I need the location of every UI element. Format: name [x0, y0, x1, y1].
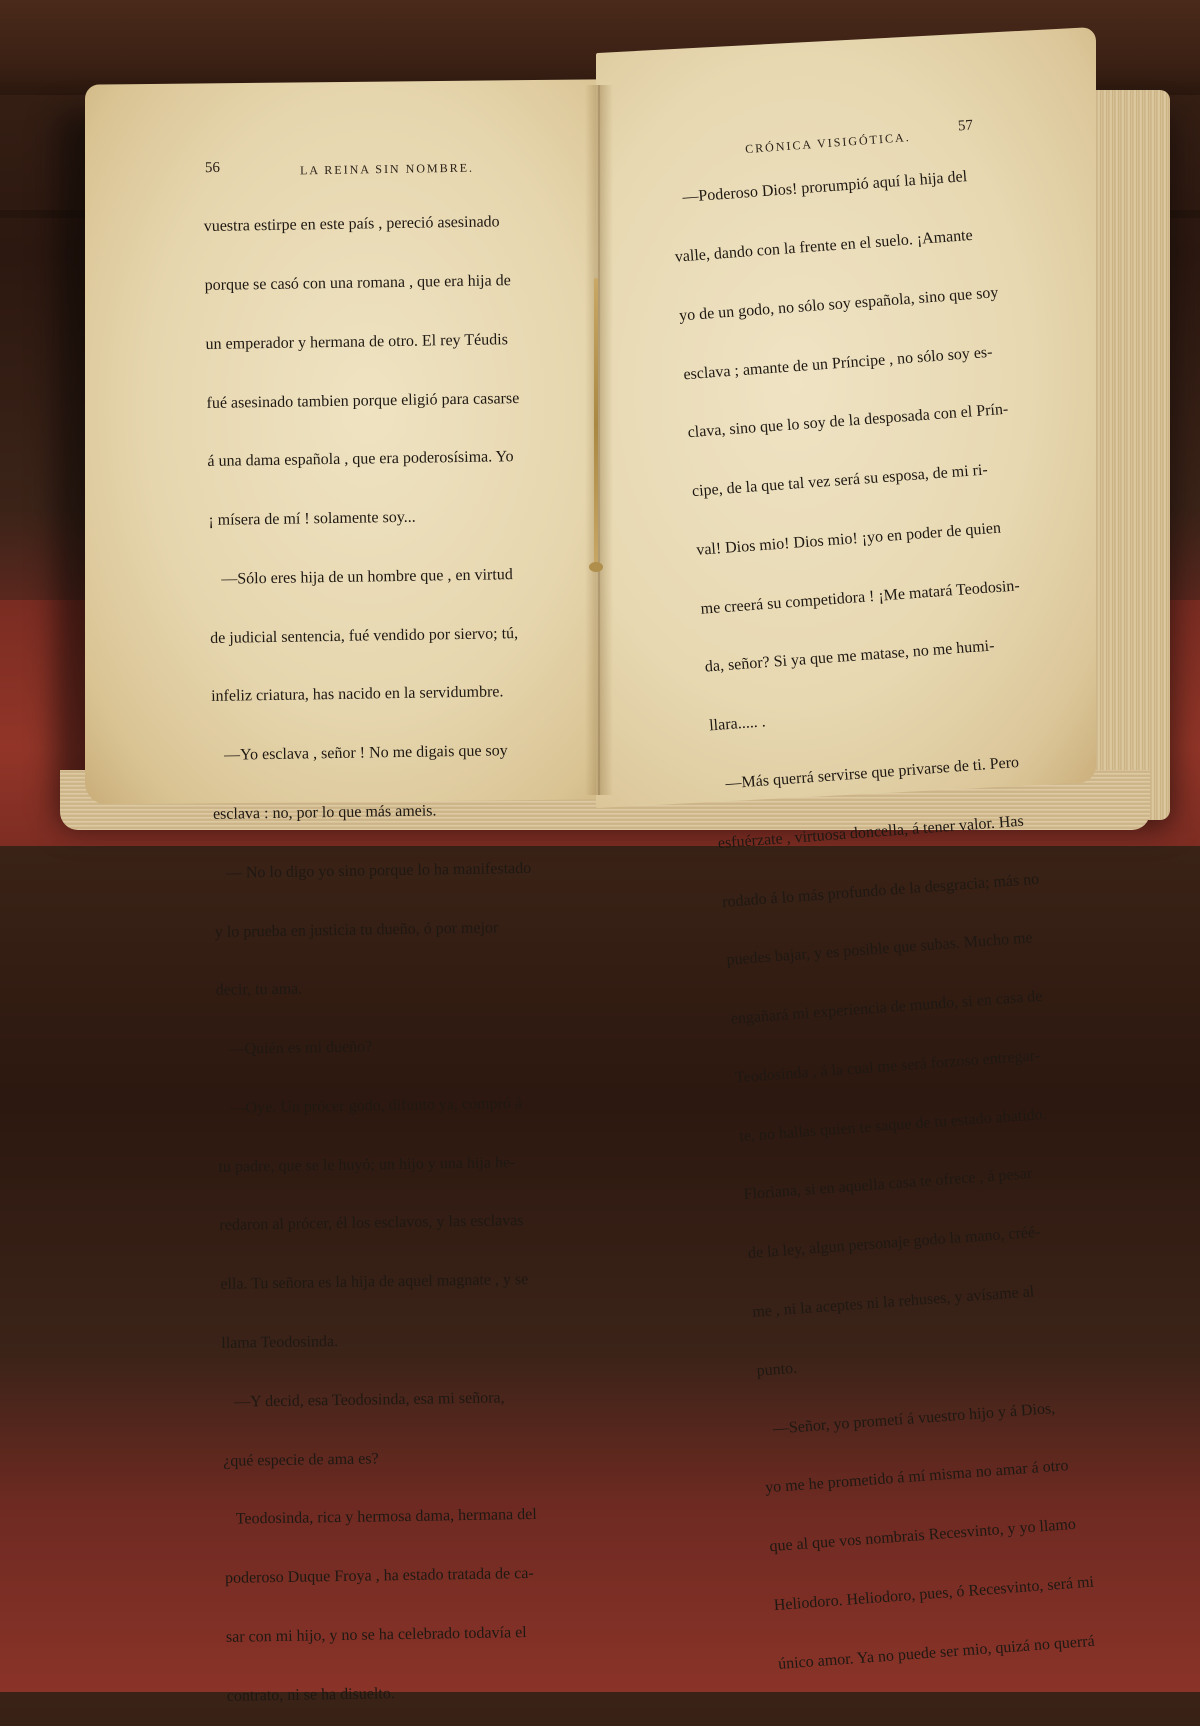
right-running-head: CRÓNICA VISIGÓTICA.	[744, 129, 912, 157]
right-page-number: 57	[957, 117, 974, 135]
text-line: llama Teodosinda.	[221, 1333, 339, 1352]
text-line: Teodosinda, rica y hermosa dama, hermana del	[223, 1506, 537, 1529]
text-line: yo me he prometido á mí misma no amar á otro	[764, 1457, 1070, 1497]
text-line: —Oye. Un prócer godo, difunto ya, compró á	[217, 1095, 523, 1117]
text-line: engañará mi experiencia de mundo, si en casa de	[730, 987, 1043, 1028]
text-line: esclava ; amante de un Príncipe , no sólo soy es-	[682, 343, 993, 383]
text-line: —Señor, yo prometí á vuestro hijo y á Dios,	[760, 1399, 1056, 1439]
text-line: único amor. Ya no puede ser mio, quizá no querrá	[777, 1632, 1096, 1673]
text-line: porque se casó con una romana , que era hija de	[204, 272, 511, 294]
text-line: esclava : no, por lo que más ameis.	[212, 802, 437, 823]
text-line: punto.	[756, 1359, 798, 1380]
text-line: yo de un godo, no sólo soy española, sino que soy	[678, 283, 999, 325]
text-line: sar con mi hijo, y no se ha celebrado todavía el	[225, 1624, 527, 1646]
book-gutter	[585, 85, 613, 795]
text-line: puedes bajar, y es posible que subas. Mucho me	[725, 929, 1034, 970]
text-line: —Más querrá servirse que privarse de ti. Pero	[712, 753, 1020, 794]
left-page-text	[203, 173, 545, 1726]
text-line: ¡ mísera de mí ! solamente soy...	[208, 508, 416, 530]
text-line: decir, tu ama.	[215, 980, 303, 1000]
text-line: vuestra estirpe en este país , pereció asesinado	[203, 213, 500, 236]
text-line: —Y decid, esa Teodosinda, esa mi señora,	[222, 1389, 505, 1411]
text-line: Floriana, si en aquella casa te ofrece , á pesar	[743, 1165, 1033, 1204]
text-line: de judicial sentencia, fué vendido por siervo; tú,	[210, 624, 519, 647]
text-line: que al que vos nombrais Recesvinto, y yo llamo	[768, 1515, 1077, 1556]
text-line: te, no hallas quien te saque de tu estado abatido.	[738, 1105, 1048, 1146]
text-line: cipe, de la que tal vez será su esposa, de mi ri-	[691, 461, 989, 501]
text-line: —Yo esclava , señor ! No me digais que soy	[211, 742, 508, 765]
text-line: me creerá su competidora ! ¡Me matará Teodosin-	[700, 577, 1021, 618]
text-line: me , ni la aceptes ni la rehuses, y avísame al	[751, 1283, 1035, 1321]
text-line: —Sólo eres hija de un hombre que , en virtud	[209, 566, 513, 588]
text-line: da, señor? Si ya que me matase, no me humi-	[704, 637, 995, 677]
text-line: llara..... .	[708, 713, 767, 735]
text-line: ¿qué especie de ama es?	[223, 1449, 379, 1470]
text-line: Heliodoro. Heliodoro, pues, ó Recesvinto, será mi	[773, 1573, 1095, 1614]
left-running-head: LA REINA SIN NOMBRE.	[299, 160, 475, 178]
binding-thread-knot	[589, 562, 603, 572]
binding-thread	[594, 278, 598, 570]
text-line: poderoso Duque Froya , ha estado tratada de ca-	[224, 1565, 534, 1587]
text-line: — No lo digo yo sino porque lo ha manifestado	[213, 859, 532, 882]
text-line: esfuérzate , virtuosa doncella, á tener valor. Has	[717, 812, 1025, 852]
text-line: de la ley, algun personaje godo la mano, créé-	[747, 1223, 1041, 1263]
text-line: clava, sino que lo soy de la desposada con el Prín-	[687, 401, 1009, 442]
text-line: rodado á lo más profundo de la desgracia; más no	[721, 870, 1040, 911]
text-line: —Quién es mi dueño?	[216, 1038, 373, 1059]
text-line: valle, dando con la frente en el suelo. ¡Amante	[674, 226, 974, 266]
text-line: Teodosinda , á la cual me será forzoso entregar-	[734, 1047, 1041, 1087]
left-page-number: 56	[204, 159, 221, 177]
text-line: val! Dios mio! Dios mio! ¡yo en poder de quien	[695, 519, 1002, 559]
text-line: un emperador y hermana de otro. El rey Téudis	[205, 330, 508, 353]
text-line: redaron al prócer, él los esclavos, y las esclavas	[219, 1212, 524, 1235]
text-line: á una dama española , que era poderosísima. Yo	[207, 448, 514, 471]
text-line: infeliz criatura, has nacido en la servidumbre.	[211, 683, 504, 706]
text-line: fué asesinado tambien porque eligió para casarse	[206, 389, 520, 412]
text-line: contrato, ni se ha disuelto.	[226, 1684, 395, 1705]
text-line: tu padre, que se le huyó; un hijo y una hija he-	[218, 1153, 516, 1176]
text-line: —Poderoso Dios! prorumpió aquí la hija del	[669, 168, 968, 208]
text-line: ella. Tu señora es la hija de aquel magnate , y se	[220, 1271, 529, 1294]
text-line: y lo prueba en justicia tu dueño, ó por mejor	[214, 919, 499, 941]
